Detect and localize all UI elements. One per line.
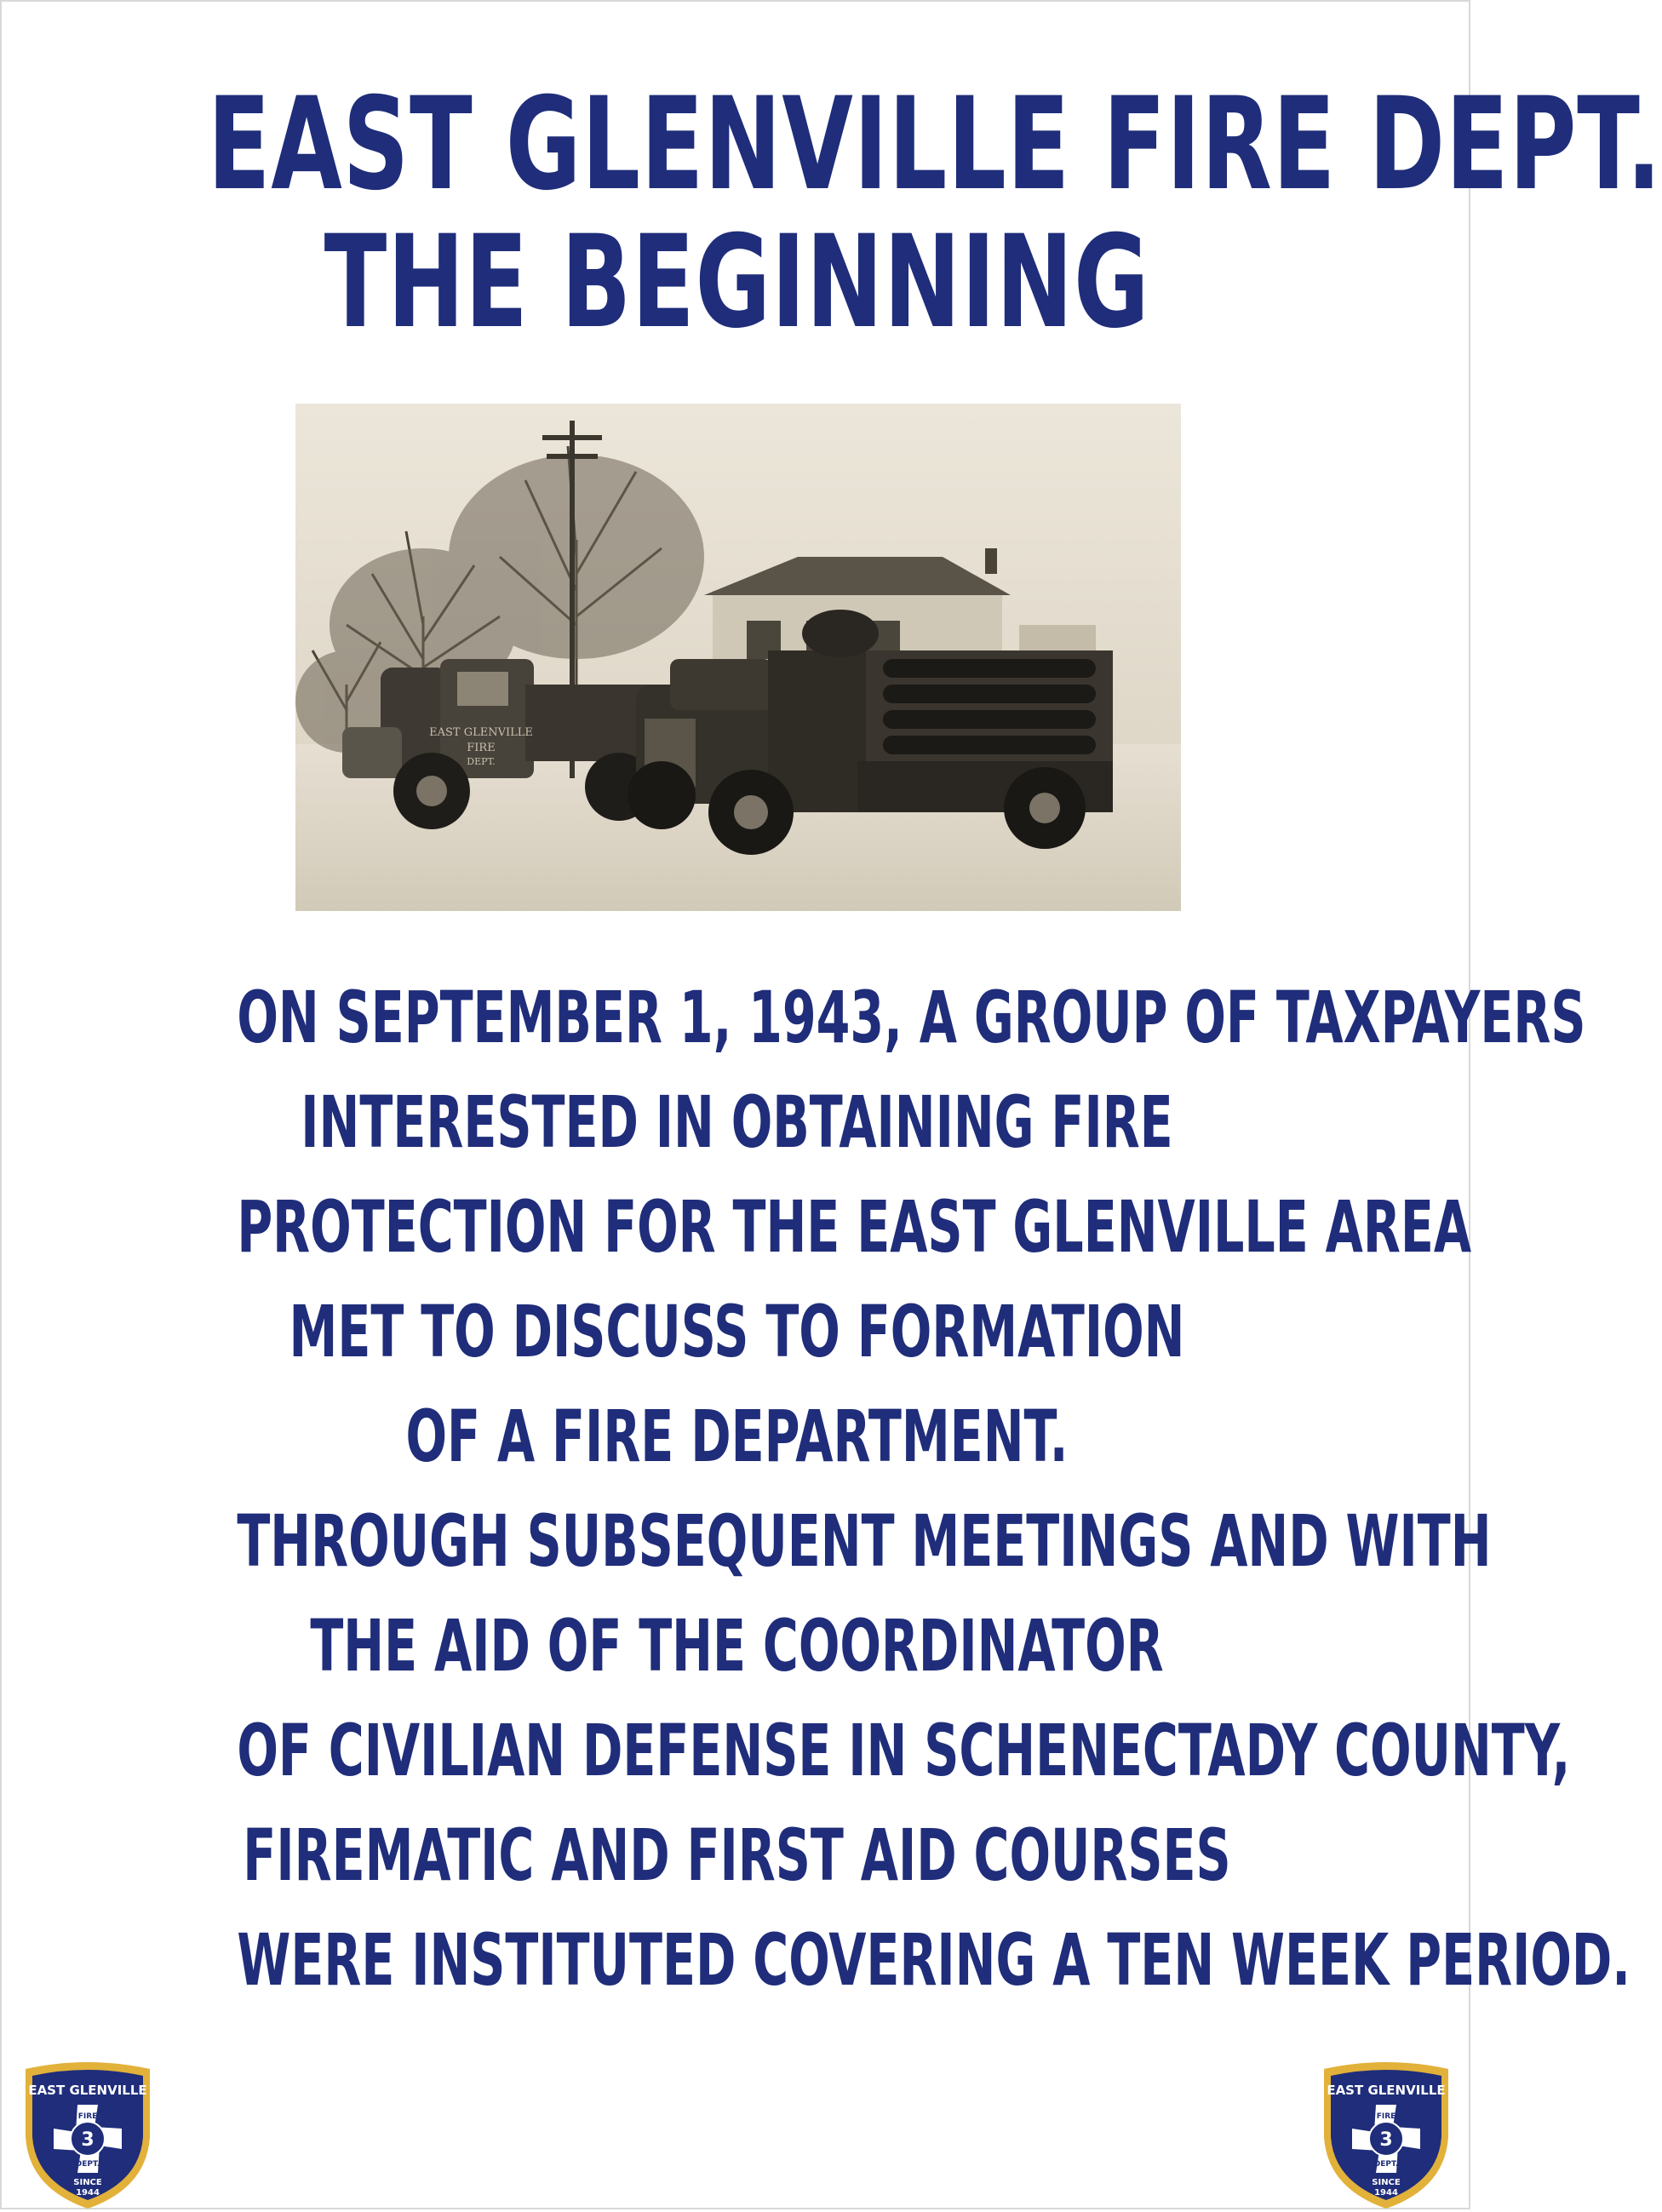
badge-year-text: 1944 bbox=[1374, 2188, 1398, 2198]
badge-dept-text: DEPT. bbox=[75, 2160, 100, 2169]
truck-lettering-2: FIRE bbox=[467, 742, 496, 754]
history-line: OF A FIRE DEPARTMENT. bbox=[405, 1395, 1069, 1478]
badge-top-text: EAST GLENVILLE bbox=[28, 2083, 147, 2098]
history-line: THE AID OF THE COORDINATOR bbox=[310, 1604, 1164, 1688]
history-line: MET TO DISCUSS TO FORMATION bbox=[289, 1290, 1185, 1373]
badge-year-text: 1944 bbox=[76, 2188, 100, 2198]
badge-fire-text: FIRE bbox=[1376, 2112, 1396, 2121]
page-title: EAST GLENVILLE FIRE DEPT. bbox=[207, 71, 1662, 219]
fire-dept-badge-left bbox=[19, 2060, 157, 2212]
badge-number: 3 bbox=[81, 2129, 95, 2151]
badge-dept-text: DEPT. bbox=[1373, 2160, 1399, 2169]
truck-lettering-1: EAST GLENVILLE bbox=[429, 726, 533, 739]
badge-since-text: SINCE bbox=[1372, 2178, 1401, 2187]
badge-fire-text: FIRE bbox=[77, 2112, 98, 2121]
page-subtitle: THE BEGINNING bbox=[324, 209, 1150, 357]
fire-dept-badge-right bbox=[1317, 2060, 1455, 2212]
history-line: THROUGH SUBSEQUENT MEETINGS AND WITH bbox=[237, 1499, 1492, 1583]
history-line: PROTECTION FOR THE EAST GLENVILLE AREA bbox=[237, 1185, 1472, 1269]
fire-trucks-illustration bbox=[295, 404, 1181, 911]
history-line: FIREMATIC AND FIRST AID COURSES bbox=[243, 1814, 1231, 1897]
historic-fire-trucks-photo bbox=[295, 404, 1181, 911]
history-line: OF CIVILIAN DEFENSE IN SCHENECTADY COUNTY, bbox=[237, 1709, 1571, 1792]
history-line: ON SEPTEMBER 1, 1943, A GROUP OF TAXPAYERS bbox=[237, 976, 1586, 1059]
history-line: INTERESTED IN OBTAINING FIRE bbox=[301, 1080, 1173, 1164]
badge-number: 3 bbox=[1379, 2129, 1393, 2151]
badge-top-text: EAST GLENVILLE bbox=[1327, 2083, 1446, 2098]
truck-lettering-3: DEPT. bbox=[467, 756, 496, 767]
badge-since-text: SINCE bbox=[73, 2178, 102, 2187]
history-line: WERE INSTITUTED COVERING A TEN WEEK PERIOD. bbox=[237, 1918, 1631, 2002]
history-paragraph bbox=[2, 966, 1631, 2013]
